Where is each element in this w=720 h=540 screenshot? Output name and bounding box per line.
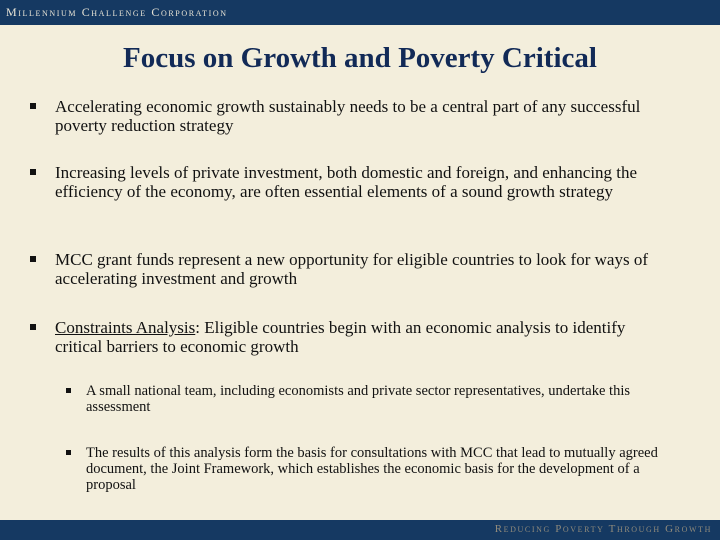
square-bullet-icon: [66, 388, 71, 393]
header-bar: [0, 0, 720, 25]
sub-bullet-text: The results of this analysis form the basis for consultations with MCC that lead to mutually agreed document, the Joint Framework, which establishes the economic basis for the development of a proposal: [86, 445, 658, 493]
bullet-text: Increasing levels of private investment, both domestic and foreign, and enhancing the efficiency of the economy, are often essential elements of a sound growth strategy: [55, 163, 638, 201]
constraints-analysis-description: : Eligible countries begin with an economic analysis to identify critical barriers to economic growth: [55, 318, 626, 356]
bullet-text: MCC grant funds represent a new opportunity for eligible countries to look for ways of accelerating investment and growth: [55, 250, 648, 288]
bullet-text: [55, 318, 675, 356]
square-bullet-icon: [30, 169, 36, 175]
sub-bullet-text: A small national team, including economists and private sector representatives, undertake this assessment: [86, 383, 630, 415]
square-bullet-icon: [30, 103, 36, 109]
square-bullet-icon: [30, 256, 36, 262]
footer-bar: [0, 520, 720, 540]
constraints-analysis-term: Constraints Analysis: [55, 318, 196, 337]
bullet-text: Accelerating economic growth sustainably needs to be a central part of any successful poverty reduction strategy: [55, 97, 641, 135]
square-bullet-icon: [30, 324, 36, 330]
footer-tagline: Reducing Poverty Through Growth: [494, 523, 712, 535]
slide-title: Focus on Growth and Poverty Critical: [123, 42, 597, 74]
organization-name: Millennium Challenge Corporation: [6, 5, 228, 19]
square-bullet-icon: [66, 450, 71, 455]
